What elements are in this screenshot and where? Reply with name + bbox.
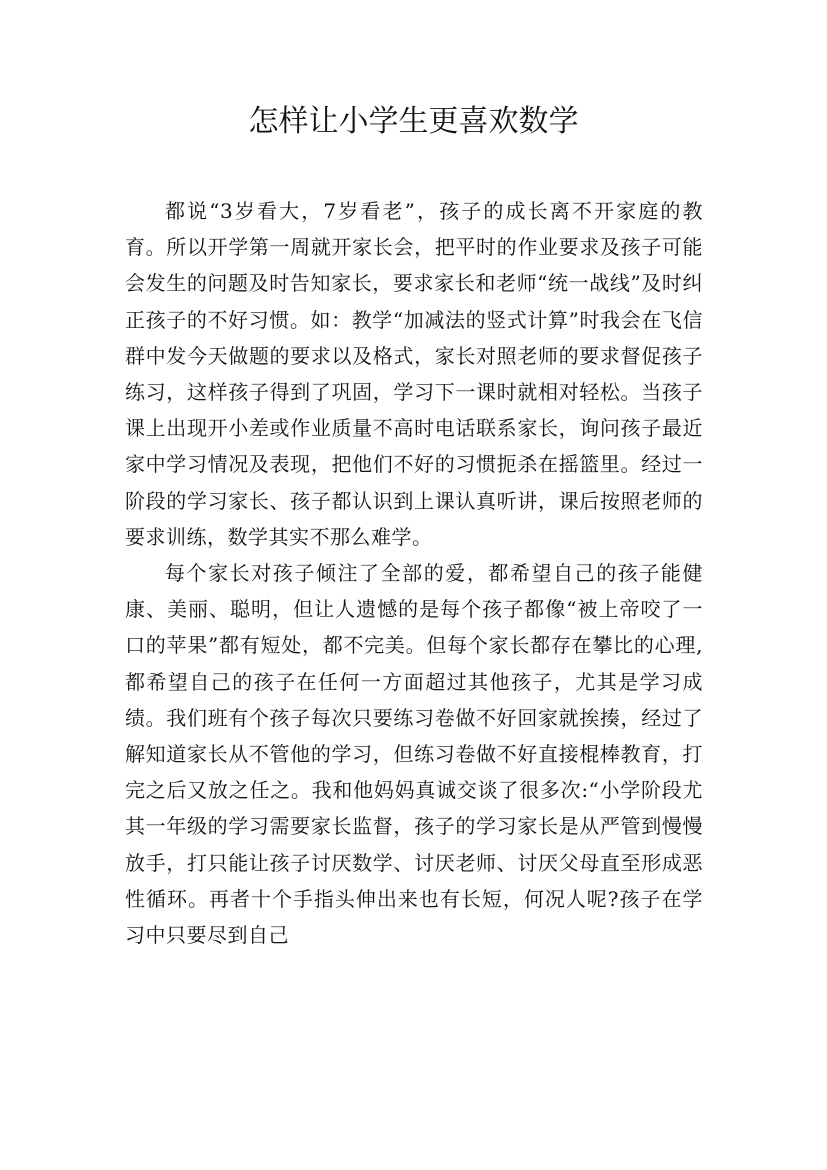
document-body <box>125 193 703 953</box>
paragraph-1: 都说“3岁看大，7岁看老”，孩子的成长离不开家庭的教育。所以开学第一周就开家长会，把平时的作业要求及孩子可能会发生的问题及时告知家长，要求家长和老师“统一战线”及时纠正孩子的不好习惯。如：教学“加减法的竖式计算”时我会在飞信群中发今天做题的要求以及格式，家长对照老师的要求督促孩子练习，这样孩子得到了巩固，学习下一课时就相对轻松。当孩子课上出现开小差或作业质量不高时电话联系家长，询问孩子最近家中学习情况及表现，把他们不好的习惯扼杀在摇篮里。经过一阶段的学习家长、孩子都认识到上课认真听讲，课后按照老师的要求训练，数学其实不那么难学。 <box>125 199 703 549</box>
document-title: 怎样让小学生更喜欢数学 <box>248 104 579 139</box>
paragraph-2: 每个家长对孩子倾注了全部的爱，都希望自己的孩子能健康、美丽、聪明，但让人遗憾的是每个孩子都像“被上帝咬了一口的苹果”都有短处，都不完美。但每个家长都存在攀比的心理,都希望自己的孩子在任何一方面超过其他孩子，尤其是学习成绩。我们班有个孩子每次只要练习卷做不好回家就挨揍，经过了解知道家长从不管他的学习，但练习卷做不好直接棍棒教育，打完之后又放之任之。我和他妈妈真诚交谈了很多次:“小学阶段尤其一年级的学习需要家长监督，孩子的学习家长是从严管到慢慢放手，打只能让孩子讨厌数学、讨厌老师、讨厌父母直至形成恶性循环。再者十个手指头伸出来也有长短，何况人呢?孩子在学习中只要尽到自己 <box>125 561 703 948</box>
